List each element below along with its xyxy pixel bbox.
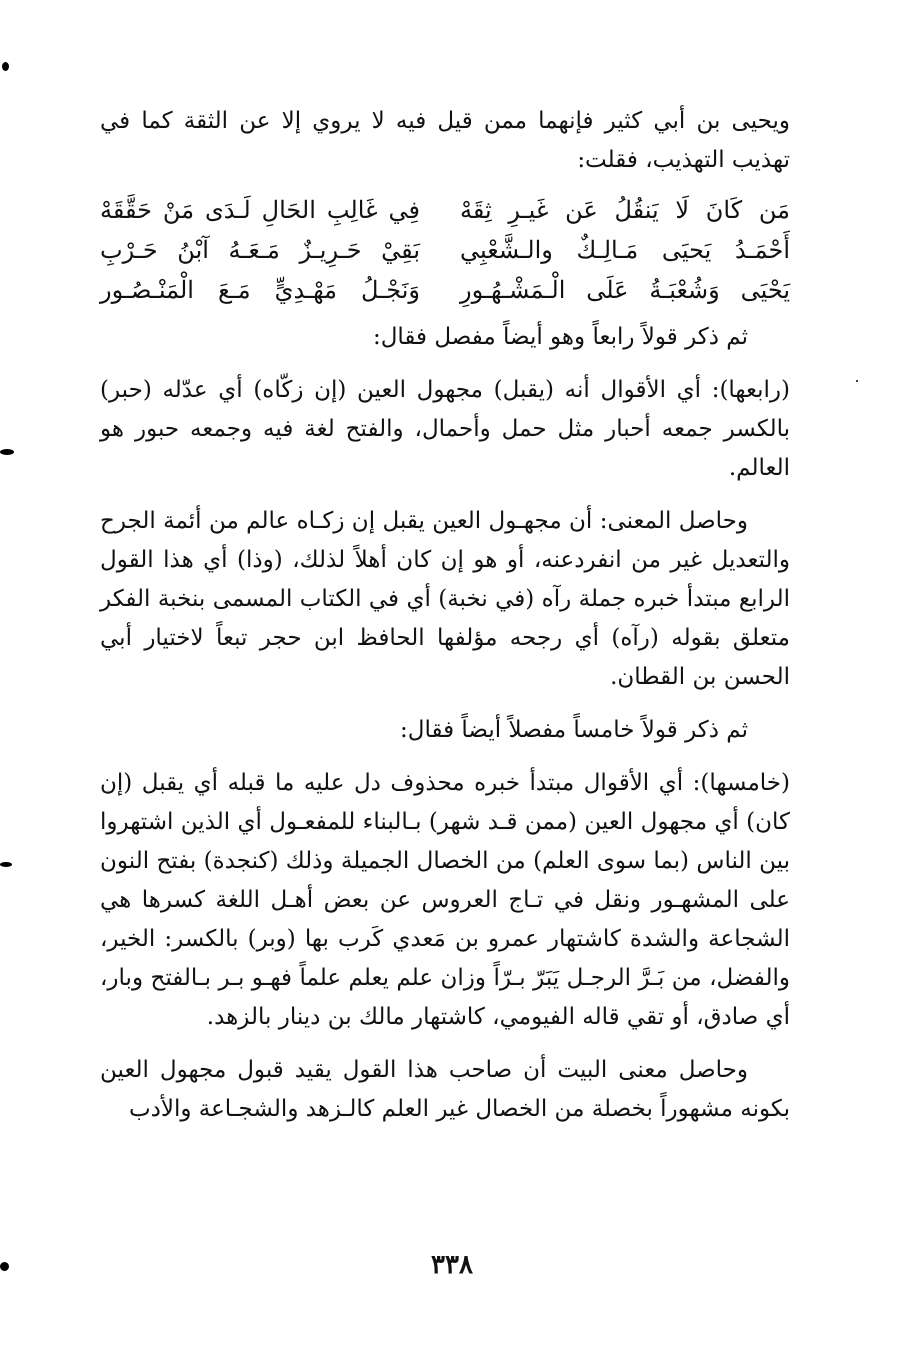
- verse-first-hemistich: مَن كَانَ لَا يَنقُلُ عَن غَيـرِ ثِقَهْ: [460, 196, 790, 224]
- verse-first-hemistich: يَحْيَى وَشُعْبَـةُ عَلَى الْـمَشْـهُـورِ: [460, 276, 790, 304]
- body-paragraph: ثم ذكر قولاً خامساً مفصلاً أيضاً فقال:: [400, 717, 748, 743]
- poem: [100, 190, 790, 310]
- scan-speck: [0, 862, 12, 867]
- intro-paragraph: ويحيى بن أبي كثير فإنهما ممن قيل فيه لا يروي إلا عن الثقة كما في تهذيب التهذيب، فقلت:: [100, 108, 790, 173]
- verse-second-hemistich: بَقِيْ حَـرِيـزٌ مَـعَـهُ آبْنُ حَـرْبِ: [100, 236, 420, 264]
- scan-speck: [856, 380, 858, 382]
- body-paragraph: وحاصل معنى البيت أن صاحب هذا القول يقيد قبول مجهول العين بكونه مشهوراً بخصلة من الخصال غير العلم كالـزهد والشجـاعة والأدب: [100, 1057, 790, 1122]
- poem-verse: [100, 230, 790, 270]
- body-paragraph: ثم ذكر قولاً رابعاً وهو أيضاً مفصل فقال:: [372, 324, 748, 350]
- body-paragraph: (رابعها): أي الأقوال أنه (يقبل) مجهول العين (إن زكّاه) أي عدّله (حبر) بالكسر جمعه أحبار مثل حمل وأحمال، والفتح لغة فيه وجمعه حبور هو العالم.: [100, 377, 790, 481]
- scan-speck: [2, 62, 9, 71]
- poem-verse: [100, 190, 790, 230]
- poem-verse: [100, 270, 790, 310]
- verse-second-hemistich: وَنَجْـلُ مَهْـدِيٍّ مَـعَ الْمَنْـصُـور: [100, 276, 420, 304]
- body-paragraph: وحاصل المعنى: أن مجهـول العين يقبل إن زكـاه عالم من أئمة الجرح والتعديل غير من انفردعنه، أو هو إن كان أهلاً لذلك، (وذا) أي هذا القول الرابع مبتدأ خبره جملة رآه (في نخبة) أي في الكتاب المسمى بنخبة الفكر متعلق بقوله (رآه) أي رجحه مؤلفها الحافظ ابن حجر تبعاً لاختيار أبي الحسن بن القطان.: [100, 508, 790, 690]
- verse-first-hemistich: أَحْمَـدُ يَحيَى مَـالِـكٌ والـشَّعْبِي: [460, 236, 790, 264]
- page-body: [100, 102, 790, 1129]
- scan-speck: [0, 449, 14, 455]
- page-number: ٣٣٨: [431, 1250, 473, 1280]
- body-paragraph: (خامسها): أي الأقوال مبتدأ خبره محذوف دل عليه ما قبله أي يقبل (إن كان) أي مجهول العين (ممن قـد شهر) بـالبناء للمفعـول أي الذين اشتهروا بين الناس (بما سوى العلم) من الخصال الجميلة وذلك (كنجدة) بفتح النون على المشهـور ونقل في تـاج العروس عن بعض أهـل اللغة كسرها هي الشجاعة والشدة كاشتهار عمرو بن مَعدي كَرب بها (وبر) بالكسر: الخير، والفضل، من بَـرَّ الرجـل يَبَرّ بـرّاً وزان علم يعلم علماً فهـو بـر بـالفتح وبار، أي صادق، أو تقي قاله الفيومي، كاشتهار مالك بن دينار بالزهد.: [100, 770, 790, 1030]
- verse-second-hemistich: فِي غَالِبِ الحَالِ لَـدَى مَنْ حَقَّقَهْ: [100, 196, 420, 224]
